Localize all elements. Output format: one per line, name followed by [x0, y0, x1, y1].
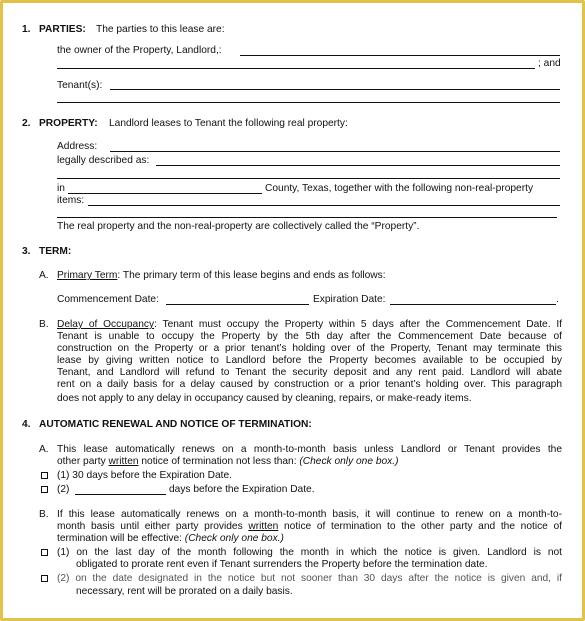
- section-4-number: 4.: [22, 419, 31, 430]
- tenant-name-line[interactable]: [110, 89, 560, 90]
- section-2-number: 2.: [22, 118, 31, 129]
- delay-line-6: rent on a daily basis for a delay caused by construction or a prior tenant’s holding over. This paragraph: [57, 379, 562, 390]
- section-1-number: 1.: [22, 24, 31, 35]
- section-3b-letter: B.: [39, 319, 49, 330]
- items-line-2[interactable]: [57, 217, 557, 218]
- delay-line-7: does not apply to any delay in occupancy caused by cleaning, repairs, or make-ready items.: [57, 393, 472, 404]
- address-line[interactable]: [110, 151, 560, 152]
- last-day-option-line-1: (1) on the last day of the month following the month in which the notice is given. Landlord is not: [57, 547, 562, 558]
- in-label: in: [57, 183, 65, 194]
- primary-term-desc: : The primary term of this lease begins and ends as follows:: [117, 270, 386, 281]
- month-to-month-line-2: month basis until either party provides written notice of termination to the other party and the notice of: [57, 521, 562, 532]
- county-text: County, Texas, together with the following non-real-property: [265, 183, 534, 194]
- county-line[interactable]: [68, 193, 262, 194]
- items-line[interactable]: [88, 205, 560, 206]
- expiration-period: .: [556, 294, 559, 305]
- landlord-name-line-2[interactable]: [57, 68, 535, 69]
- section-2-intro: Landlord leases to Tenant the following real property:: [109, 118, 348, 129]
- address-label: Address:: [57, 141, 98, 152]
- renewal-line-1: This lease automatically renews on a month-to-month basis unless Landlord or Tenant provides the: [57, 444, 562, 455]
- commencement-label: Commencement Date:: [57, 294, 159, 305]
- section-2-title: PROPERTY:: [39, 118, 98, 129]
- section-4-title: AUTOMATIC RENEWAL AND NOTICE OF TERMINATION:: [39, 419, 312, 430]
- section-3-title: TERM:: [39, 246, 72, 257]
- delay-line-5: Tenant, and Landlord will refund to Tenant the security deposit and any rent paid. Landlord will abate: [57, 367, 562, 378]
- month-to-month-line-3: termination will be effective: (Check only one box.): [57, 533, 284, 544]
- delay-line-2: Tenant is unable to occupy the Property by the 5th day after the Commencement Date because of: [57, 331, 562, 342]
- custom-days-line[interactable]: [75, 494, 166, 495]
- last-day-option-checkbox[interactable]: [41, 549, 48, 556]
- section-4b-letter: B.: [39, 509, 49, 520]
- delay-line-1: Delay of Occupancy: Tenant must occupy the Property within 5 days after the Commencement Date. If: [57, 319, 562, 330]
- commencement-date-line[interactable]: [166, 304, 309, 305]
- section-4a-letter: A.: [39, 444, 49, 455]
- primary-term-text: [57, 270, 386, 282]
- designated-date-option-checkbox[interactable]: [41, 575, 48, 582]
- renewal-line-2: other party written notice of termination not less than: (Check only one box.): [57, 456, 399, 467]
- legal-description-line[interactable]: [156, 165, 560, 166]
- landlord-label: the owner of the Property, Landlord,:: [57, 45, 222, 56]
- delay-line-4: lease by giving written notice to Landlord before the Property becomes available to be occupied by: [57, 355, 562, 366]
- landlord-name-line[interactable]: [240, 55, 560, 56]
- and-text: ; and: [538, 58, 561, 69]
- delay-title: Delay of Occupancy: [57, 319, 155, 330]
- expiration-label: Expiration Date:: [313, 294, 386, 305]
- option-30-days-checkbox[interactable]: [41, 472, 48, 479]
- legal-description-label: legally described as:: [57, 155, 150, 166]
- section-3-number: 3.: [22, 246, 31, 257]
- section-1-title: PARTIES:: [39, 24, 86, 35]
- option-30-days-label: (1) 30 days before the Expiration Date.: [57, 470, 232, 481]
- property-collective-text: The real property and the non-real-property are collectively called the “Property”.: [57, 221, 420, 232]
- delay-line-3: construction on the Property or a prior tenant’s holding over of the Property, Tenant may terminate this: [57, 343, 562, 354]
- option-custom-days-label: days before the Expiration Date.: [169, 484, 315, 495]
- section-1-intro: The parties to this lease are:: [96, 24, 225, 35]
- expiration-date-line[interactable]: [390, 304, 556, 305]
- option-custom-days-checkbox[interactable]: [41, 486, 48, 493]
- tenant-label: Tenant(s):: [57, 80, 103, 91]
- last-day-option-line-2: obligated to prorate rent even if Tenant surrenders the Property before the termination date.: [76, 559, 488, 570]
- designated-date-option-line-2: necessary, rent will be prorated on a daily basis.: [76, 586, 293, 597]
- designated-date-option-line-1: (2) on the date designated in the notice but not sooner than 30 days after the notice is given and, if: [57, 573, 562, 584]
- primary-term-title: Primary Term: [57, 270, 118, 281]
- month-to-month-line-1: If this lease automatically renews on a month-to-month basis, it will continue to renew on a month-to-: [57, 509, 562, 520]
- items-label: items:: [57, 195, 85, 206]
- legal-description-line-2[interactable]: [57, 178, 560, 179]
- section-3a-letter: A.: [39, 270, 49, 281]
- tenant-name-line-2[interactable]: [57, 102, 560, 103]
- option-custom-number: (2): [57, 484, 70, 495]
